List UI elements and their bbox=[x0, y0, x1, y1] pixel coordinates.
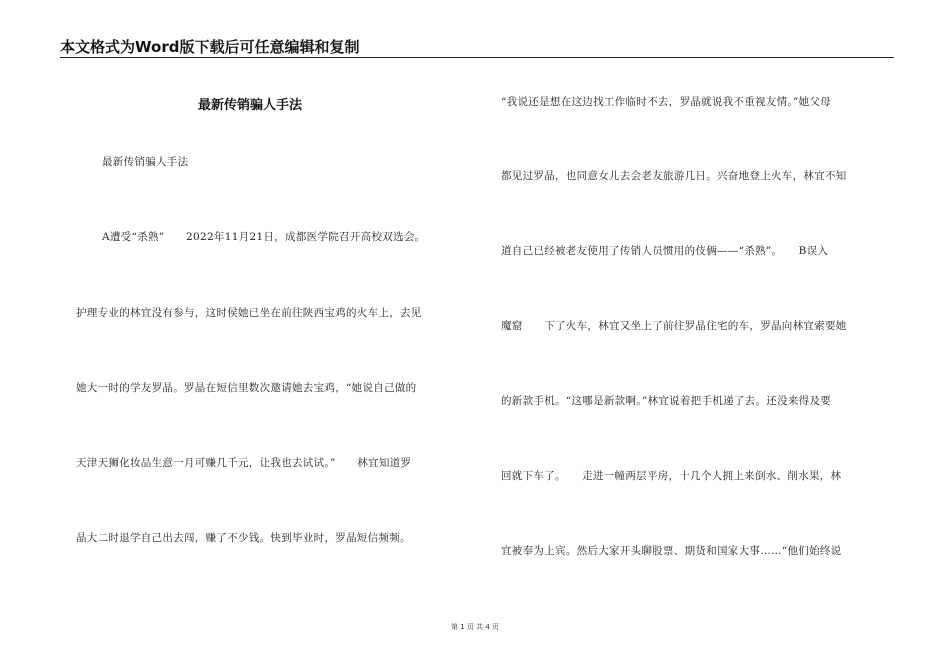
right-paragraph-line: 回就下车了。 走进一幢两层平房，十几个人拥上来倒水、削水果，林 bbox=[501, 470, 842, 482]
left-paragraph-line: 最新传销骗人手法 bbox=[102, 156, 189, 168]
right-paragraph-line: 宜被奉为上宾。然后大家开头聊股票、期货和国家大事……“他们始终说 bbox=[501, 545, 842, 557]
right-paragraph-line: “我说还是想在这边找工作临时不去，罗晶就说我不重视友情。”她父母 bbox=[501, 96, 832, 108]
left-paragraph-line: 她大一时的学友罗晶。罗晶在短信里数次邀请她去宝鸡，“她说自己做的 bbox=[76, 382, 417, 394]
left-paragraph-line: 护理专业的林宜没有参与，这时侯她已坐在前往陕西宝鸡的火车上，去见 bbox=[76, 307, 422, 319]
left-paragraph-line: A遭受“杀熟” 2022年11月21日，成都医学院召开高校双选会。 bbox=[102, 231, 426, 243]
header-divider bbox=[60, 57, 894, 58]
page-number: 第 1 页 共 4 页 bbox=[450, 623, 500, 631]
document-title: 最新传销骗人手法 bbox=[198, 98, 303, 113]
right-paragraph-line: 魔窟 下了火车，林宜又坐上了前往罗晶住宅的车，罗晶向林宜索要她 bbox=[501, 320, 847, 332]
left-paragraph-line: 晶大二时退学自己出去闯，赚了不少钱。快到毕业时，罗晶短信频频。 bbox=[76, 532, 411, 544]
left-paragraph-line: 天津天狮化妆品生意一月可赚几千元，让我也去试试。” 林宜知道罗 bbox=[76, 457, 412, 469]
right-paragraph-line: 的新款手机。“这哪是新款啊。”林宜说着把手机递了去。还没来得及要 bbox=[501, 395, 832, 407]
right-paragraph-line: 都见过罗晶，也同意女儿去会老友旅游几日。兴奋地登上火车，林宜不知 bbox=[501, 170, 847, 182]
right-paragraph-line: 道自己已经被老友使用了传销人员惯用的伎俩——“杀熟”。 B误入 bbox=[501, 245, 829, 257]
page-header-text: 本文格式为Word版下载后可任意编辑和复制 bbox=[60, 38, 360, 56]
